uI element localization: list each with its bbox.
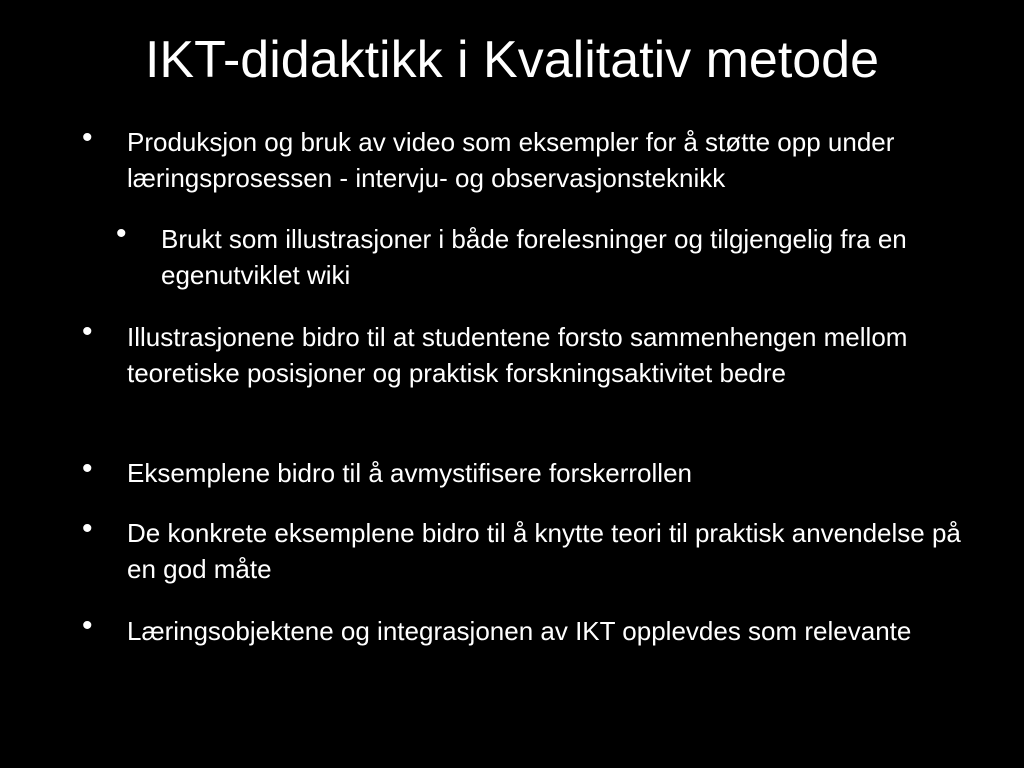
bullet-icon: • [82, 512, 93, 545]
bullet-text: Læringsobjektene og integrasjonen av IKT opplevdes som relevante [127, 616, 912, 646]
bullet-icon: • [116, 217, 127, 250]
sub-bullet-text: Brukt som illustrasjoner i både forelesninger og tilgjengelig fra en egenutviklet wiki [161, 224, 907, 290]
bullet-icon: • [82, 315, 93, 348]
bullet-icon: • [82, 609, 93, 642]
bullet-text: De konkrete eksemplene bidro til å knytte teori til praktisk anvendelse på en god måte [127, 518, 961, 584]
bullet-text: Eksemplene bidro til å avmystifisere forskerrollen [127, 458, 692, 488]
slide-title: IKT-didaktikk i Kvalitativ metode [144, 31, 880, 89]
bullet-text: Produksjon og bruk av video som eksempler for å støtte opp under læringsprosessen - intervju- og observasjonsteknikk [127, 127, 895, 193]
bullet-text: Illustrasjonene bidro til at studentene forsto sammenhengen mellom teoretiske posisjoner og praktisk forskningsaktivitet bedre [127, 322, 908, 388]
bullet-icon: • [82, 452, 93, 485]
bullet-icon: • [82, 121, 93, 154]
